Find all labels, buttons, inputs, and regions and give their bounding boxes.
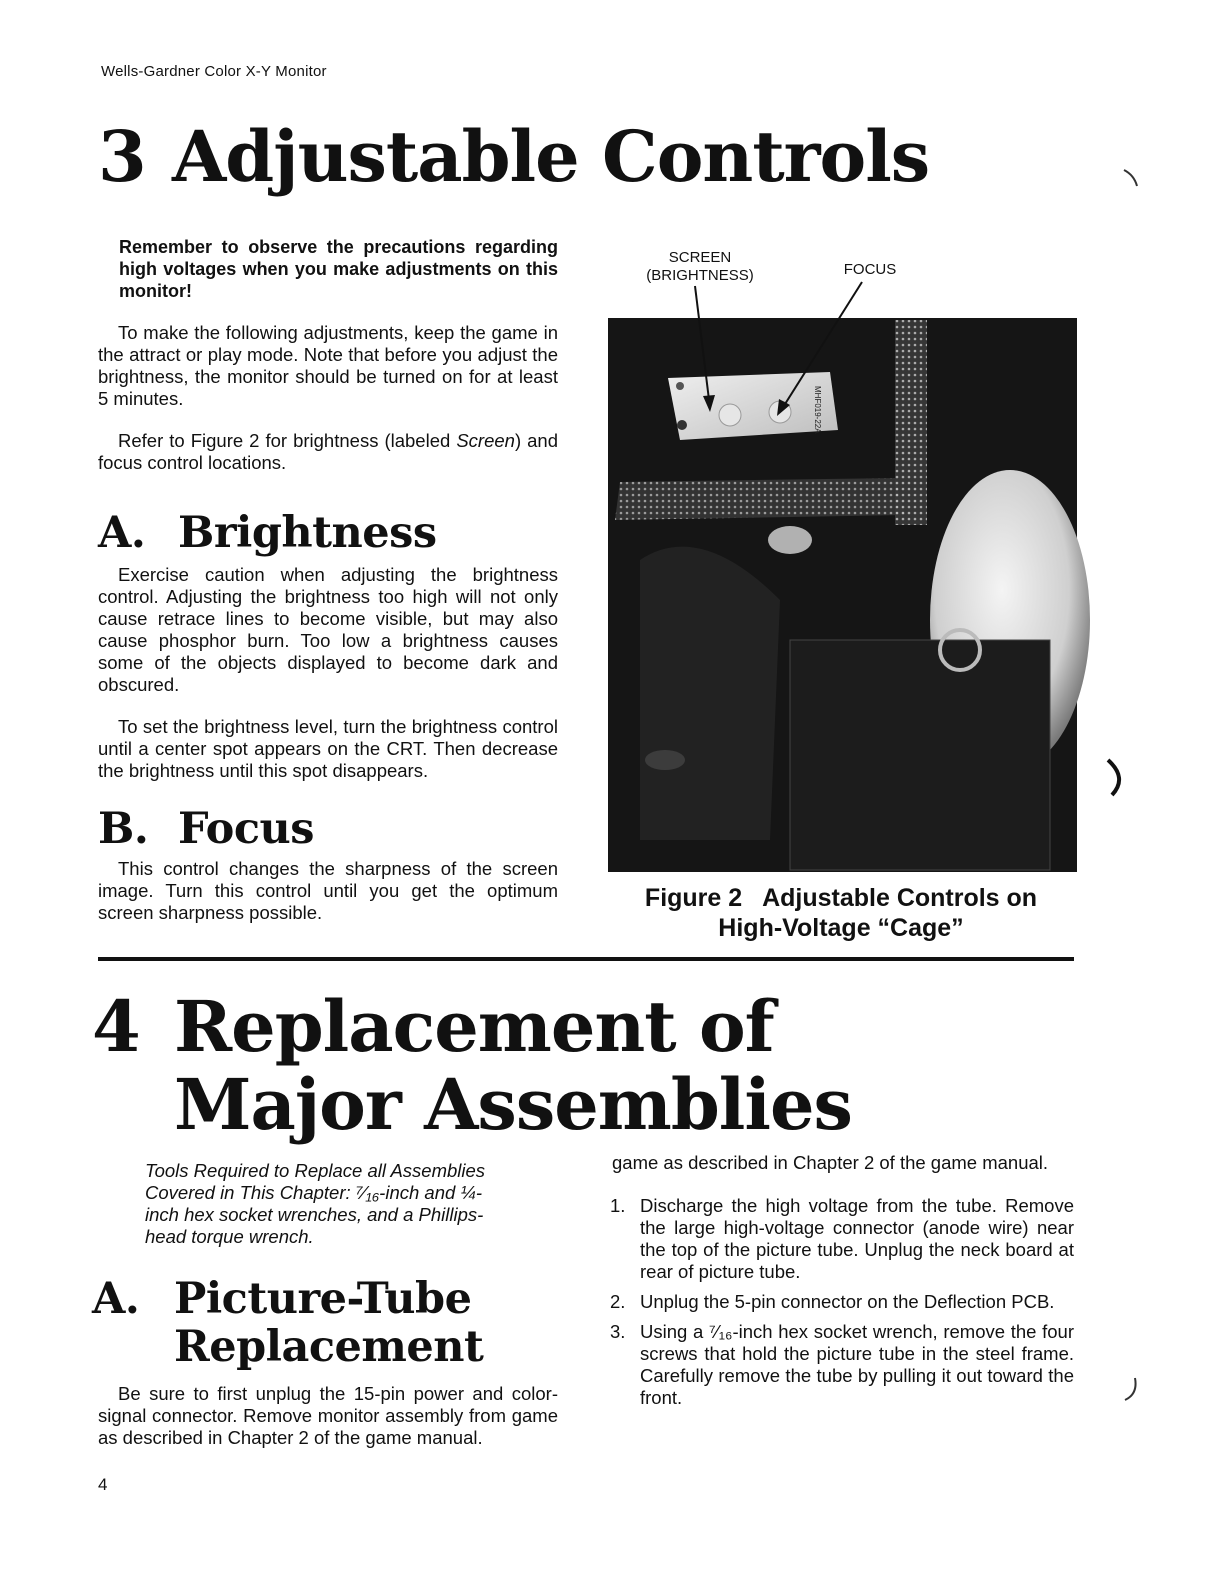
margin-mark-top — [1124, 170, 1137, 186]
photo-control-module — [668, 372, 838, 440]
picture-tube-title-line1: Picture-Tube — [174, 1274, 472, 1324]
section-3-heading: Adjustable Controls — [172, 115, 930, 198]
picture-tube-heading — [92, 1275, 471, 1323]
refer-text-before: Refer to Figure 2 for brightness (labeled — [118, 430, 457, 451]
margin-mark-bottom — [1125, 1378, 1136, 1400]
high-voltage-warning: Remember to observe the precautions regarding high voltages when you make adjustments on this monitor! — [119, 237, 558, 301]
photo-mesh-vertical — [895, 320, 927, 525]
refer-text-italic: Screen — [456, 430, 515, 451]
step-3-number: 3. — [610, 1321, 626, 1342]
figure-caption-line1: Figure 2 Adjustable Controls on — [644, 884, 1038, 912]
picture-tube-letter: A. — [92, 1274, 140, 1324]
section-3-number: 3 — [98, 115, 146, 198]
intro-paragraph: To make the following adjustments, keep the game in the attract or play mode. Note that before you adjust the brightness, the monitor should be turned on for at least 5 minutes. — [98, 322, 558, 409]
brightness-title: Brightness — [178, 508, 437, 558]
section-4-title-line2: Major Assemblies — [174, 1063, 852, 1146]
figure-2-caption — [612, 883, 1070, 943]
photo-mesh-shelf — [615, 478, 905, 520]
figure-caption-line2: High-Voltage “Cage” — [718, 914, 964, 942]
page-number: 4 — [98, 1475, 108, 1494]
step-1-number: 1. — [610, 1195, 626, 1216]
tools-required: Tools Required to Replace all Assemblies Covered in This Chapter: ⁷⁄₁₆-inch and ¼-inch hex socket wrenches, and a Phillips-head torque wrench. — [145, 1160, 486, 1247]
picture-tube-para-1: Be sure to first unplug the 15-pin power and color-signal connector. Remove monitor assembly from game as described in Chapter 2 of the game manual. — [98, 1383, 558, 1448]
figure-label-screen-line2: (BRIGHTNESS) — [646, 267, 754, 284]
step-1-text: Discharge the high voltage from the tube. Remove the large high-voltage connector (anode wire) near the top of the picture tube. Unplug the neck board at rear of picture tube. — [640, 1195, 1074, 1282]
picture-tube-title-line2: Replacement — [174, 1322, 484, 1372]
continued-text: game as described in Chapter 2 of the game manual. — [612, 1152, 1049, 1173]
running-header: Wells-Gardner Color X-Y Monitor — [101, 63, 327, 80]
step-3-text: Using a ⁷⁄₁₆-inch hex socket wrench, remove the four screws that hold the picture tube in the steel frame. Carefully remove the tube by pulling it out toward the front. — [640, 1321, 1074, 1408]
brightness-para-2: To set the brightness level, turn the brightness control until a center spot appears on the CRT. Then decrease the brightness until this spot disappears. — [98, 716, 558, 781]
focus-letter: B. — [98, 804, 149, 854]
brightness-letter: A. — [98, 508, 146, 558]
brightness-para-1: Exercise caution when adjusting the brightness control. Adjusting the brightness too high will not only cause retrace lines to become visible, but may also cause phosphor burn. Too low a brightness causes some of the objects displayed to become dark and obscured. — [98, 564, 558, 695]
picture-tube-body — [98, 1383, 558, 1448]
section-4-heading-line1: Replacement of — [174, 985, 774, 1068]
step-2-text: Unplug the 5-pin connector on the Deflection PCB. — [640, 1291, 1055, 1312]
replacement-steps — [610, 1195, 1074, 1417]
focus-para-1: This control changes the sharpness of the screen image. Turn this control until you get the optimum screen sharpness possible. — [98, 858, 558, 923]
section-4-title — [92, 985, 774, 1068]
focus-title: Focus — [178, 804, 315, 854]
section-4-number: 4 — [92, 985, 140, 1068]
step-1 — [610, 1195, 1074, 1283]
part-marking-text: MHF019-22A — [813, 386, 822, 434]
photo-round-part — [768, 526, 812, 554]
refer-text-after: ) and focus control locations. — [98, 430, 558, 473]
photo-neck-arc — [640, 547, 780, 840]
figure-label-focus: FOCUS — [843, 261, 897, 278]
figure-label-screen-line1: SCREEN — [668, 249, 732, 266]
step-2 — [610, 1291, 1074, 1313]
step-2-number: 2. — [610, 1291, 626, 1312]
step-3 — [610, 1321, 1074, 1409]
photo-dark-panel — [790, 640, 1050, 870]
margin-mark-mid — [1108, 760, 1119, 795]
section-divider — [98, 957, 1074, 961]
